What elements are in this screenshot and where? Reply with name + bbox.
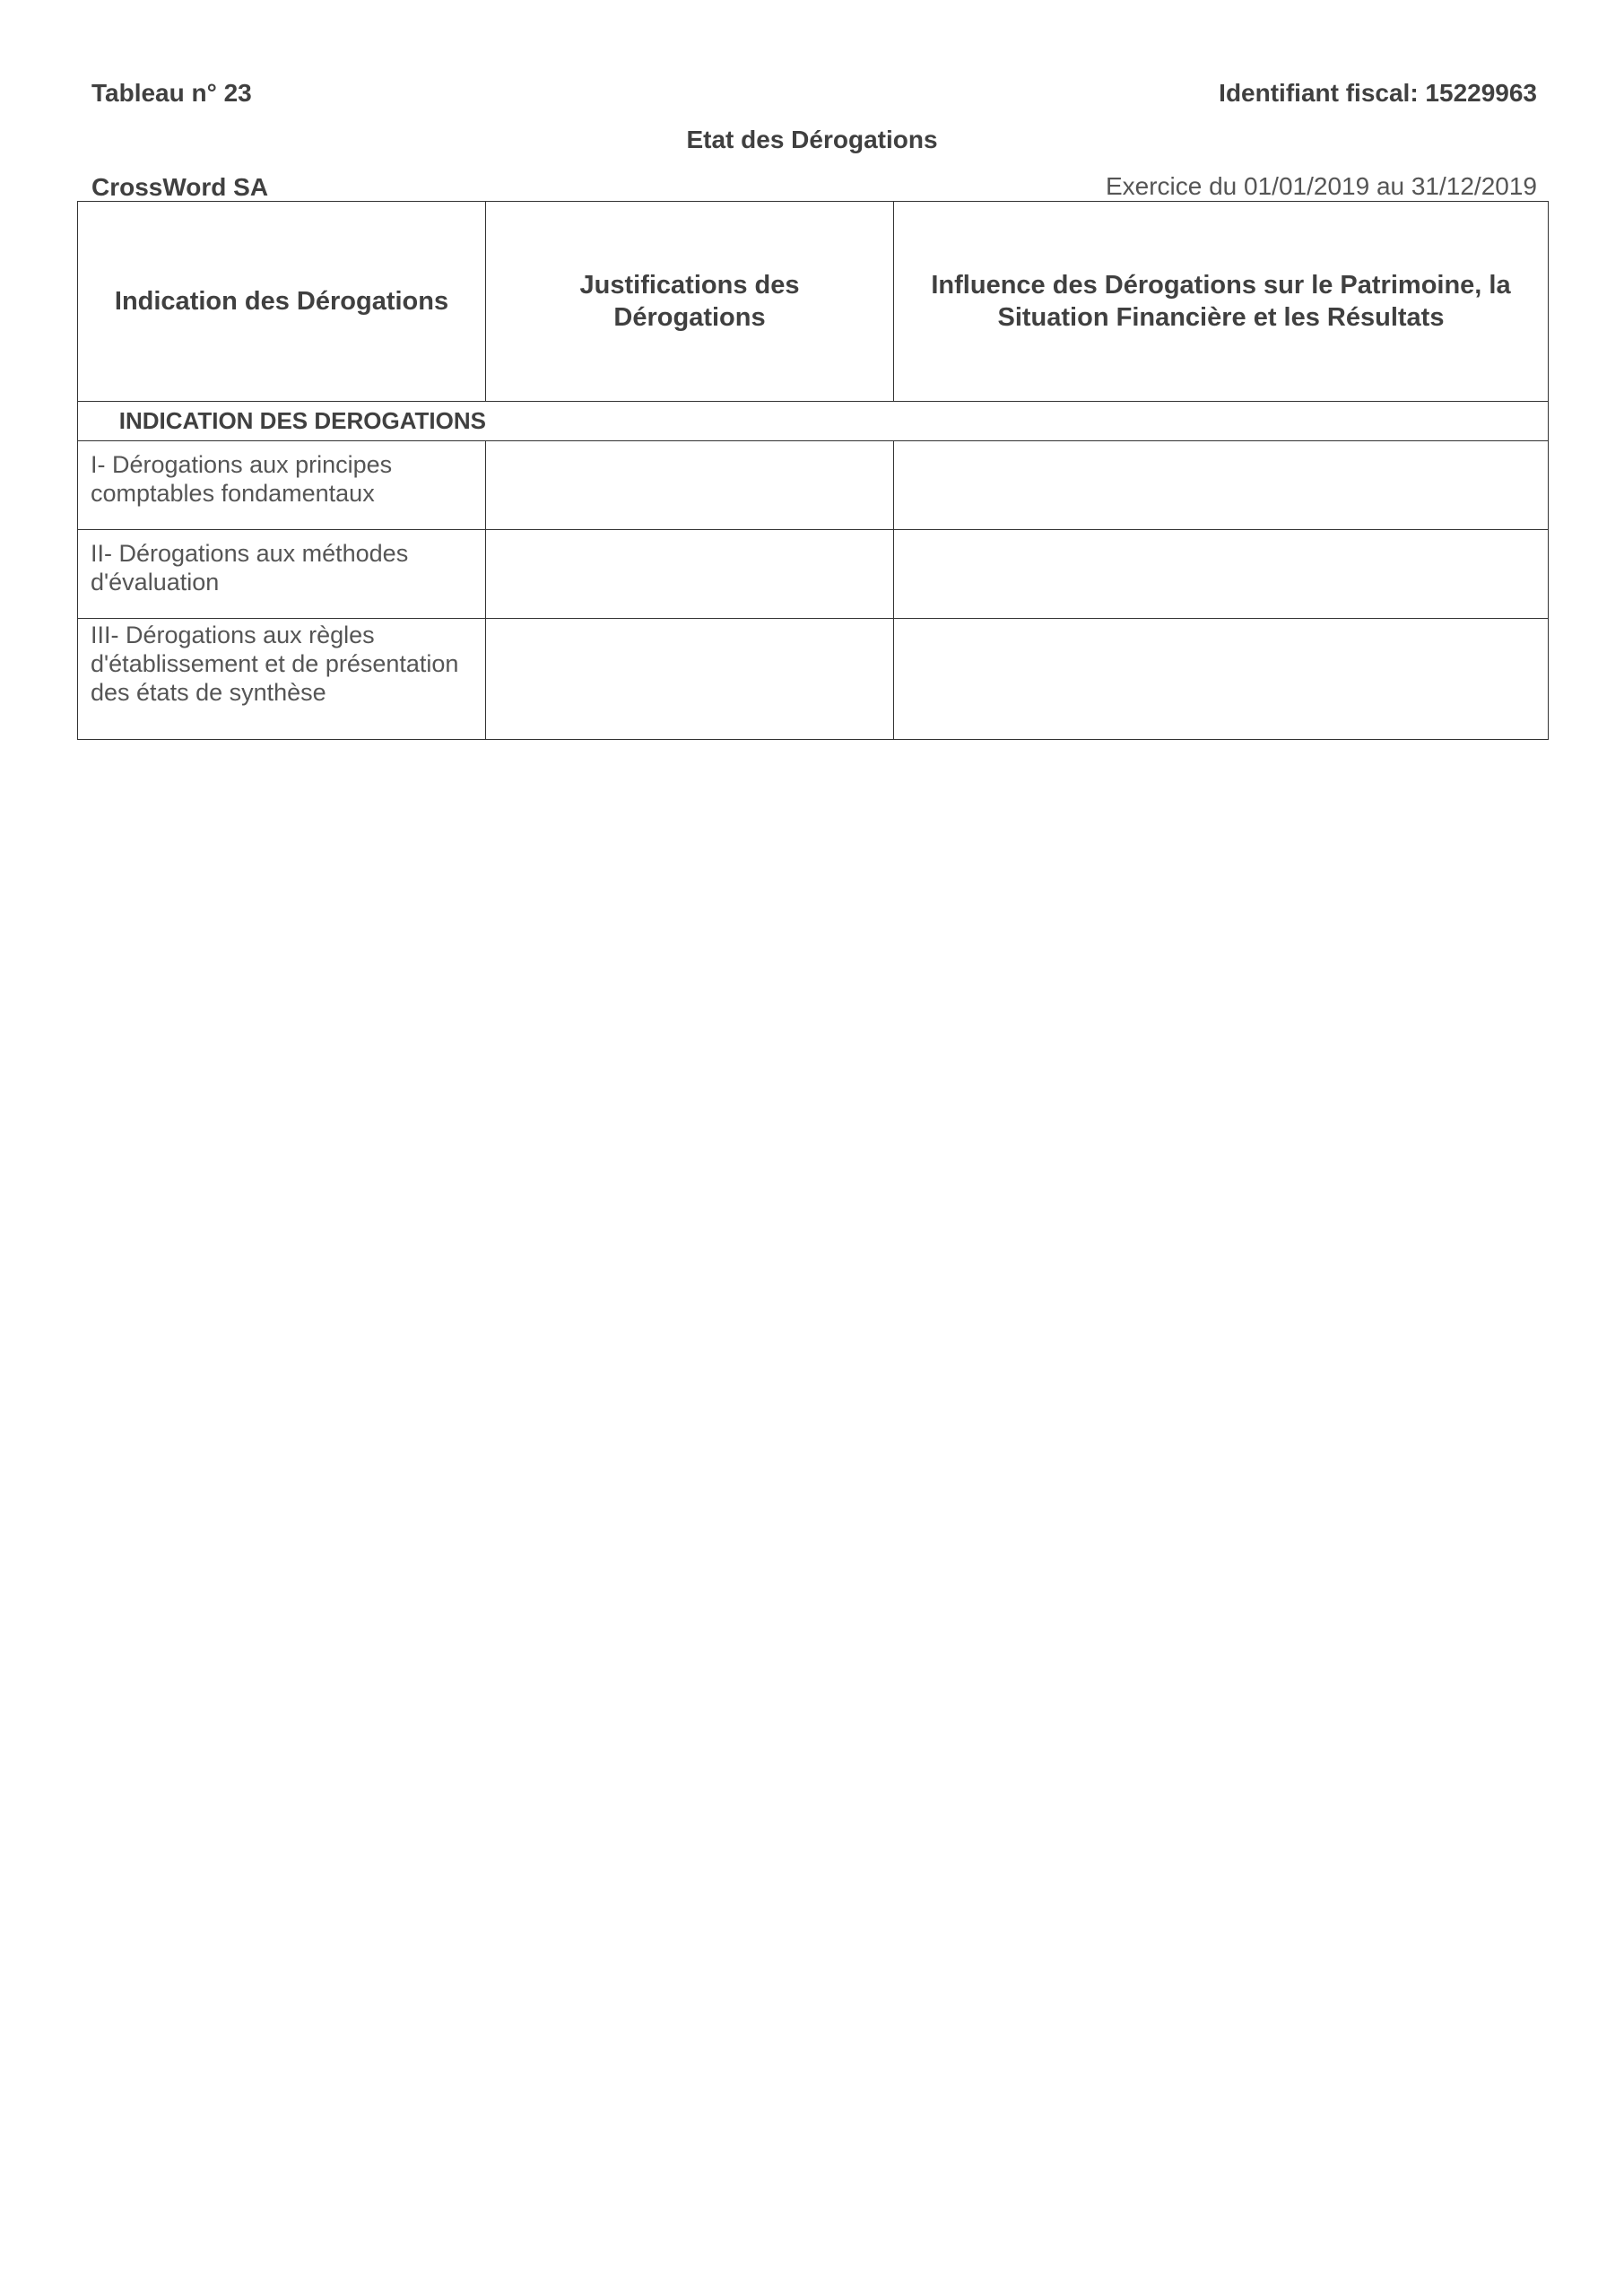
fiscal-identifier: Identifiant fiscal: 15229963 [1219, 79, 1537, 107]
column-header-indication: Indication des Dérogations [78, 202, 486, 402]
fiscal-period: Exercice du 01/01/2019 au 31/12/2019 [1105, 172, 1537, 200]
company-name: CrossWord SA [91, 173, 269, 201]
column-header-influence: Influence des Dérogations sur le Patrimoine, la Situation Financière et les Résultats [894, 202, 1549, 402]
table-row [78, 530, 1549, 619]
influence-cell [894, 619, 1549, 740]
influence-cell [894, 530, 1549, 619]
page-title: Etat des Dérogations [686, 126, 938, 153]
justification-cell [486, 530, 894, 619]
justification-cell [486, 619, 894, 740]
column-header-justification: Justifications des Dérogations [486, 202, 894, 402]
tableau-number: Tableau n° 23 [91, 79, 252, 107]
row-label: III- Dérogations aux règles d'établissement et de présentation des états de synthèse [78, 619, 486, 740]
section-row [78, 402, 1549, 441]
row-label: I- Dérogations aux principes comptables fondamentaux [78, 441, 486, 530]
justification-cell [486, 441, 894, 530]
table-row [78, 441, 1549, 530]
derogations-table [77, 201, 1549, 740]
influence-cell [894, 441, 1549, 530]
section-label: INDICATION DES DEROGATIONS [118, 407, 486, 434]
table-header-row [78, 202, 1549, 402]
table-row [78, 619, 1549, 740]
section-label-cell [78, 402, 1549, 441]
row-label: II- Dérogations aux méthodes d'évaluation [78, 530, 486, 619]
